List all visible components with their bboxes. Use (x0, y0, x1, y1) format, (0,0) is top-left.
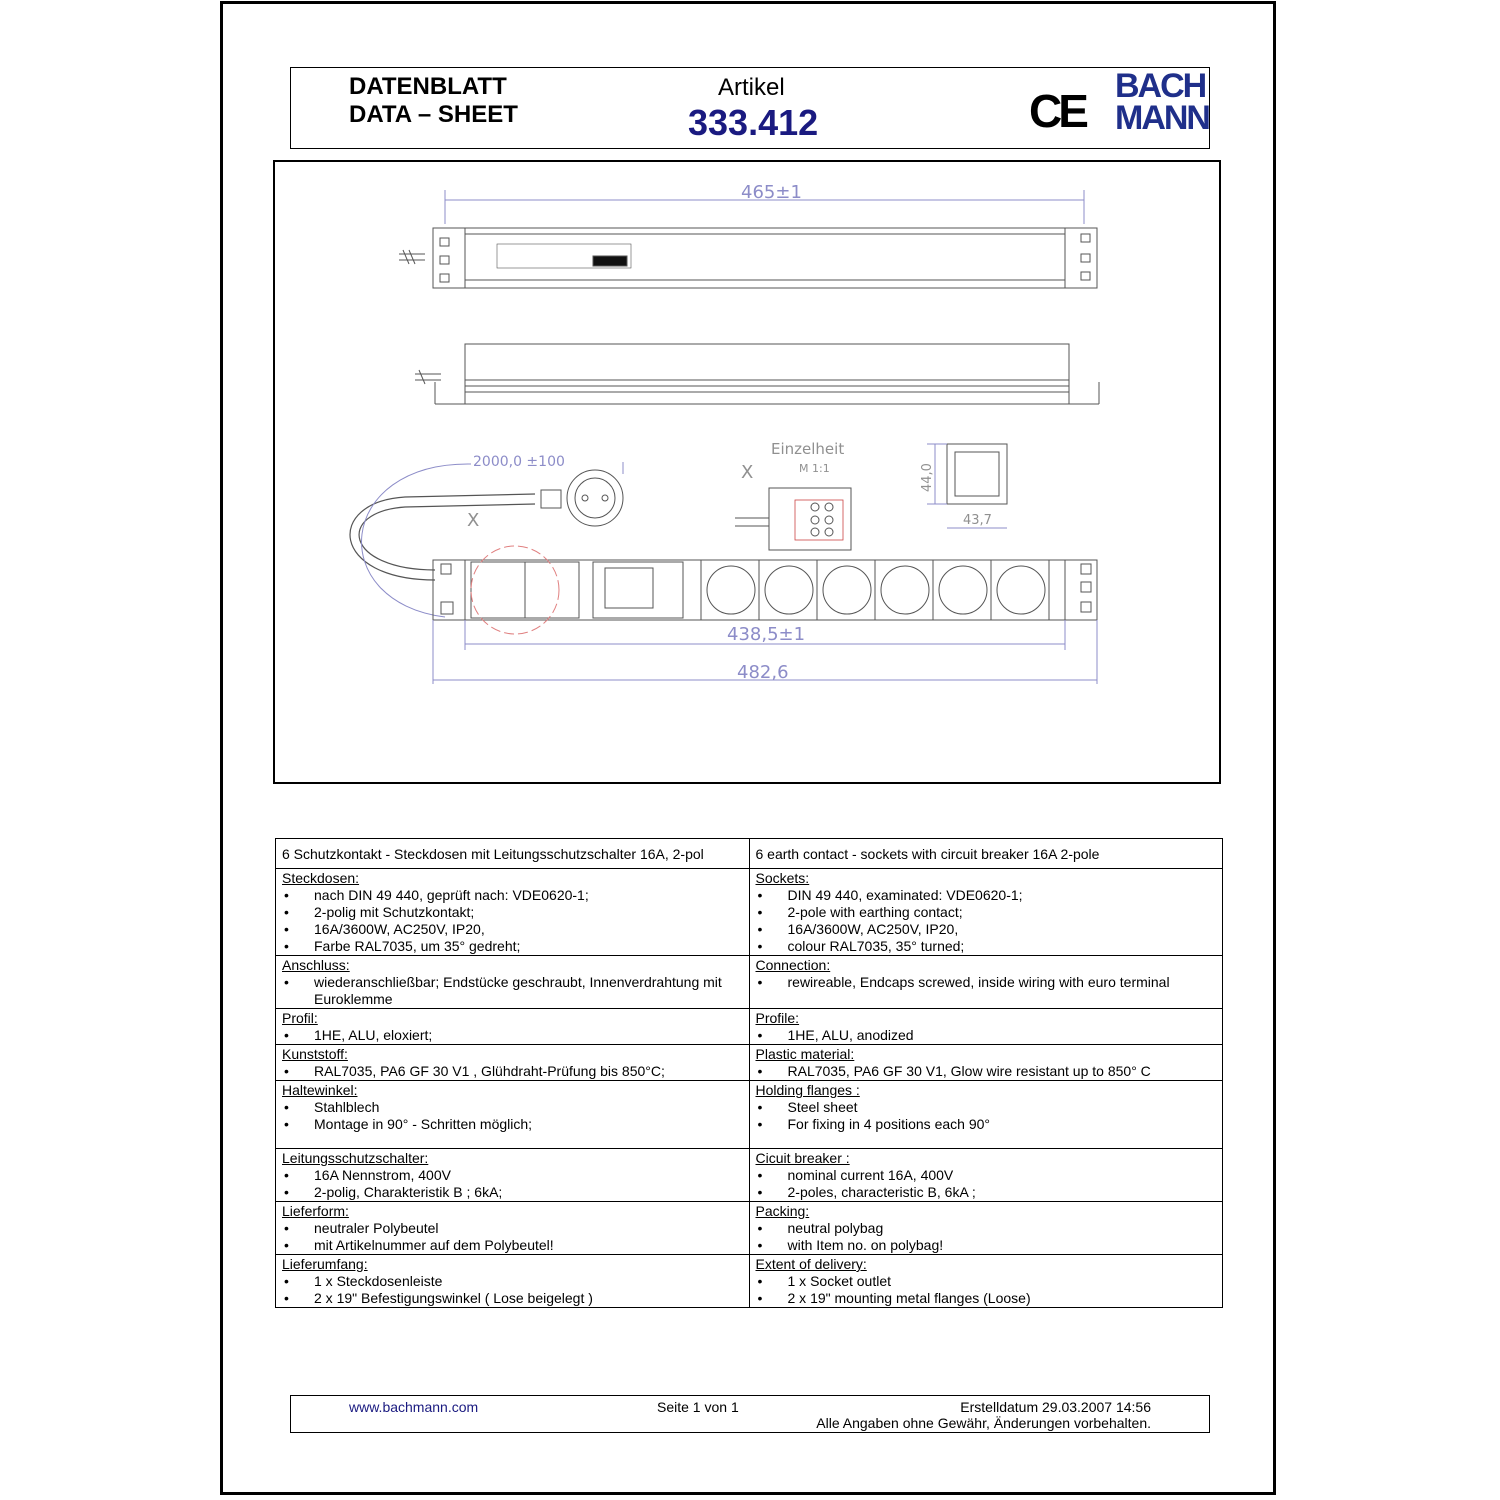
disclaimer: Alle Angaben ohne Gewähr, Änderungen vorbehalten. (816, 1415, 1151, 1431)
spec-row-breaker (276, 1149, 1223, 1202)
website-link[interactable]: www.bachmann.com (349, 1399, 479, 1415)
list-item: • 2-poles, characteristic B, 6kA ; (756, 1184, 1217, 1201)
list-item: • neutral polybag (756, 1220, 1217, 1237)
spec-row-flanges (276, 1081, 1223, 1149)
section-title: Anschluss: (282, 957, 350, 973)
dim-total-width: 482,6 (737, 662, 789, 683)
sheet-title (349, 73, 518, 129)
list-item: • 2-pole with earthing contact; (756, 904, 1217, 921)
section-title: Steckdosen: (282, 870, 360, 886)
socket-row (701, 560, 1049, 620)
header-box (290, 67, 1210, 149)
logo-line1: BACH (1115, 67, 1206, 105)
list-item: • 1HE, ALU, anodized (756, 1027, 1217, 1044)
list-item: • 2-polig, Charakteristik B ; 6kA; (282, 1184, 743, 1201)
page-indicator: Seite 1 von 1 (657, 1399, 739, 1415)
footer-box (290, 1395, 1210, 1433)
detail-label: Einzelheit (771, 440, 845, 458)
section-title: Extent of delivery: (755, 1256, 867, 1272)
list-item: • 16A/3600W, AC250V, IP20, (756, 921, 1217, 938)
section-title: Kunststoff: (282, 1046, 348, 1062)
section-title: Leitungsschutzschalter: (282, 1150, 429, 1166)
title-en: DATA – SHEET (349, 101, 518, 128)
dim-inner-width: 438,5±1 (727, 624, 806, 645)
list-item: • 2 x 19" Befestigungswinkel ( Lose beigelegt ) (282, 1290, 743, 1307)
spec-row-delivery (276, 1255, 1223, 1308)
section-title: Plastic material: (755, 1046, 855, 1062)
technical-drawing (273, 160, 1221, 784)
list-item: • Stahlblech (282, 1099, 743, 1116)
spec-row-plastic (276, 1045, 1223, 1081)
creation-date: Erstelldatum 29.03.2007 14:56 (960, 1399, 1151, 1415)
list-item: • 2 x 19" mounting metal flanges (Loose) (756, 1290, 1217, 1307)
list-item: • nach DIN 49 440, geprüft nach: VDE0620-1; (282, 887, 743, 904)
section-title: Profile: (755, 1010, 800, 1026)
list-item: • 16A Nennstrom, 400V (282, 1167, 743, 1184)
top-view (399, 190, 1097, 288)
logo-line2: MANN (1115, 99, 1209, 137)
dim-width: 43,7 (963, 513, 992, 528)
list-item: • Steel sheet (756, 1099, 1217, 1116)
spec-heading-de: 6 Schutzkontakt - Steckdosen mit Leitungsschutzschalter 16A, 2-pol (276, 839, 750, 869)
detail-scale: M 1:1 (799, 462, 830, 475)
list-item: • 2-polig mit Schutzkontakt; (282, 904, 743, 921)
section-title: Sockets: (755, 870, 810, 886)
dim-cable-length: 2000,0 ±100 (473, 454, 565, 470)
dim-length: 465±1 (741, 182, 802, 203)
title-de: DATENBLATT (349, 73, 507, 100)
section-title: Lieferumfang: (282, 1256, 368, 1272)
list-item: • 1 x Socket outlet (756, 1273, 1217, 1290)
spec-row-packing (276, 1202, 1223, 1255)
section-title: Lieferform: (282, 1203, 349, 1219)
list-item: • mit Artikelnummer auf dem Polybeutel! (282, 1237, 743, 1254)
drawing-canvas (275, 162, 1219, 782)
ce-mark: CE (1029, 85, 1085, 137)
bachmann-logo (1115, 67, 1211, 137)
detail-marker-bottom: X (467, 510, 480, 531)
list-item: • nominal current 16A, 400V (756, 1167, 1217, 1184)
section-title: Cicuit breaker : (755, 1150, 850, 1166)
spec-row-profile (276, 1009, 1223, 1045)
spec-row-sockets (276, 869, 1223, 956)
list-item: • For fixing in 4 positions each 90° (756, 1116, 1217, 1133)
list-item: • RAL7035, PA6 GF 30 V1 , Glühdraht-Prüfung bis 850°C; (282, 1063, 743, 1080)
list-item: • 1HE, ALU, eloxiert; (282, 1027, 743, 1044)
list-item: • wiederanschließbar; Endstücke geschraubt, Innenverdrahtung mit Euroklemme (282, 974, 743, 1008)
dim-height: 44,0 (920, 463, 935, 492)
detail-marker-top: X (741, 462, 754, 483)
side-view (415, 344, 1099, 404)
list-item: • 16A/3600W, AC250V, IP20, (282, 921, 743, 938)
list-item: • colour RAL7035, 35° turned; (756, 938, 1217, 955)
list-item: • 1 x Steckdosenleiste (282, 1273, 743, 1290)
article-label: Artikel (718, 74, 785, 101)
spec-table (275, 838, 1223, 1308)
detail-view (735, 444, 1007, 550)
section-title: Connection: (755, 957, 831, 973)
list-item: • DIN 49 440, examinated: VDE0620-1; (756, 887, 1217, 904)
list-item: • rewireable, Endcaps screwed, inside wiring with euro terminal (756, 974, 1217, 991)
section-title: Holding flanges : (755, 1082, 860, 1098)
section-title: Profil: (282, 1010, 318, 1026)
list-item: • with Item no. on polybag! (756, 1237, 1217, 1254)
list-item: • neutraler Polybeutel (282, 1220, 743, 1237)
spec-heading-en: 6 earth contact - sockets with circuit breaker 16A 2-pole (749, 839, 1223, 869)
cable-and-plug (350, 462, 623, 617)
list-item: • RAL7035, PA6 GF 30 V1, Glow wire resistant up to 850° C (756, 1063, 1217, 1080)
article-number: 333.412 (688, 102, 819, 143)
spec-row-connection (276, 956, 1223, 1009)
list-item: • Farbe RAL7035, um 35° gedreht; (282, 938, 743, 955)
section-title: Packing: (755, 1203, 810, 1219)
list-item: • Montage in 90° - Schritten möglich; (282, 1116, 743, 1133)
section-title: Haltewinkel: (282, 1082, 358, 1098)
